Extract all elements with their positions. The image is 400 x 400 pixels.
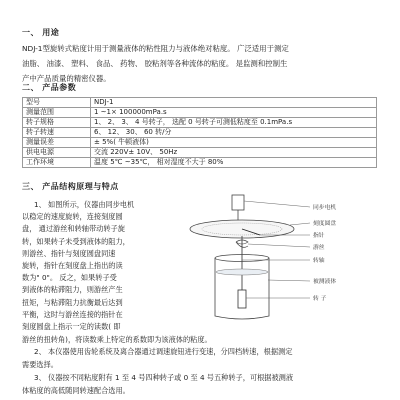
usage-line-1: NDJ-1型旋转式粘度计用于测量液体的粘性阻力与液体绝对粘度。 广泛适用于测定	[22, 43, 289, 53]
param-value: 1、 2、 3、 4 号转子， 选配 0 号转子可测低粘度至 0.1mPa.s	[91, 117, 377, 127]
usage-line-3: 产中产品质量的精密仪器。	[22, 73, 111, 83]
table-row	[23, 107, 377, 117]
structure-line: 盘， 通过游丝和转轴带动转子旋	[22, 224, 125, 234]
structure-line: 转，如果转子未受到液体的阻力，	[22, 236, 130, 246]
structure-line: 游丝的扭转角)	[22, 335, 68, 344]
structure-line: 需要选择。	[22, 359, 58, 369]
param-key: 测量范围	[23, 107, 91, 117]
structure-line: 平衡，这时与游丝连接的指针在	[22, 309, 123, 319]
label-motor: 同步电机	[313, 205, 337, 211]
param-value: ± 5%( 牛顿液体)	[91, 137, 377, 147]
usage-line-2: 油脂、 油漆、 塑料、 食品、 药物、 胶粘剂等各种流体的粘度。 是监测和控制生	[22, 58, 288, 68]
param-key: 供电电源	[23, 147, 91, 157]
structure-line: 1、 如图所示，仪器由同步电机	[34, 200, 135, 209]
table-row	[23, 117, 377, 127]
structure-line: 数为" 0"。 反之，如果转子受	[22, 273, 117, 283]
param-value: 1 ~1× 100000mPa.s	[91, 107, 377, 117]
leader-hairspring	[248, 244, 310, 247]
liquid-surface	[216, 269, 268, 275]
param-key: 测量误差	[23, 137, 91, 147]
structure-para-1	[22, 199, 180, 333]
section-usage	[22, 27, 377, 87]
table-row	[23, 157, 377, 167]
param-value: 6、 12、 30、 60 转/分	[91, 127, 377, 137]
structure-line: 到液体的粘滞阻力，则游丝产生	[22, 285, 123, 295]
section-params-title: 二、 产品参数	[22, 83, 77, 92]
section-usage-title: 一、 用途	[22, 28, 60, 37]
structure-para-2	[22, 346, 382, 371]
section-params	[22, 82, 377, 174]
structure-line: 旋转，指针在刻度盘上指出的读	[22, 261, 123, 271]
label-liquid: 被测液体	[313, 279, 337, 285]
table-row	[23, 147, 377, 157]
param-key: 转子转速	[23, 127, 91, 137]
label-pointer: 指针	[313, 233, 325, 239]
structure-line: 2、 本仪器使用齿轮系统及离合器通过调速旋钮进行变速，分四档转速，根据测定	[34, 347, 293, 356]
label-rotor: 转 子	[313, 296, 327, 302]
param-value: 温度 5℃ ~35℃， 相对湿度不大于 80%	[91, 157, 377, 167]
param-key: 工作环境	[23, 157, 91, 167]
rotor-shape	[238, 290, 246, 308]
structure-line: 体粘度的高低随同转速配合选用。	[22, 385, 130, 395]
structure-line: 3、 仪器按不同粘度附有 1 至 4 号四种转子或 0 至 4 号五种转子，可根据被测液	[34, 373, 294, 382]
structure-line: 刻度圆盘上指示一定的读数( 即	[22, 322, 121, 332]
viscometer-diagram-svg	[182, 192, 382, 325]
leader-dial	[290, 223, 310, 225]
table-row	[23, 127, 377, 137]
param-value: 交流 220V± 10V、 50Hz	[91, 147, 377, 157]
section-structure-title: 三、 产品结构原理与特点	[22, 182, 119, 191]
param-value: NDJ-1	[91, 97, 377, 107]
leader-liquid	[268, 280, 310, 281]
param-key: 型号	[23, 97, 91, 107]
structure-line: 则游丝、指针与刻度圆盘同速	[22, 248, 116, 258]
params-table	[22, 97, 377, 168]
motor-shape	[232, 195, 244, 210]
structure-line-cont: ，将读数乘上特定的系数即为该液体的粘度。	[67, 335, 212, 344]
label-shaft: 转轴	[313, 258, 325, 264]
leader-motor	[244, 201, 310, 207]
label-dial: 刻度圆盘	[313, 221, 337, 227]
structure-para-3	[22, 372, 382, 397]
table-row	[23, 97, 377, 107]
structure-para-1-end	[22, 334, 382, 347]
viscometer-diagram	[182, 192, 382, 325]
table-row	[23, 137, 377, 147]
label-hairspring: 游丝	[313, 245, 325, 251]
structure-line: 以稳定的速度旋转，连接刻度圆	[22, 212, 123, 222]
structure-line: 扭矩，与粘滞阻力抗衡最后达到	[22, 297, 123, 307]
param-key: 转子规格	[23, 117, 91, 127]
